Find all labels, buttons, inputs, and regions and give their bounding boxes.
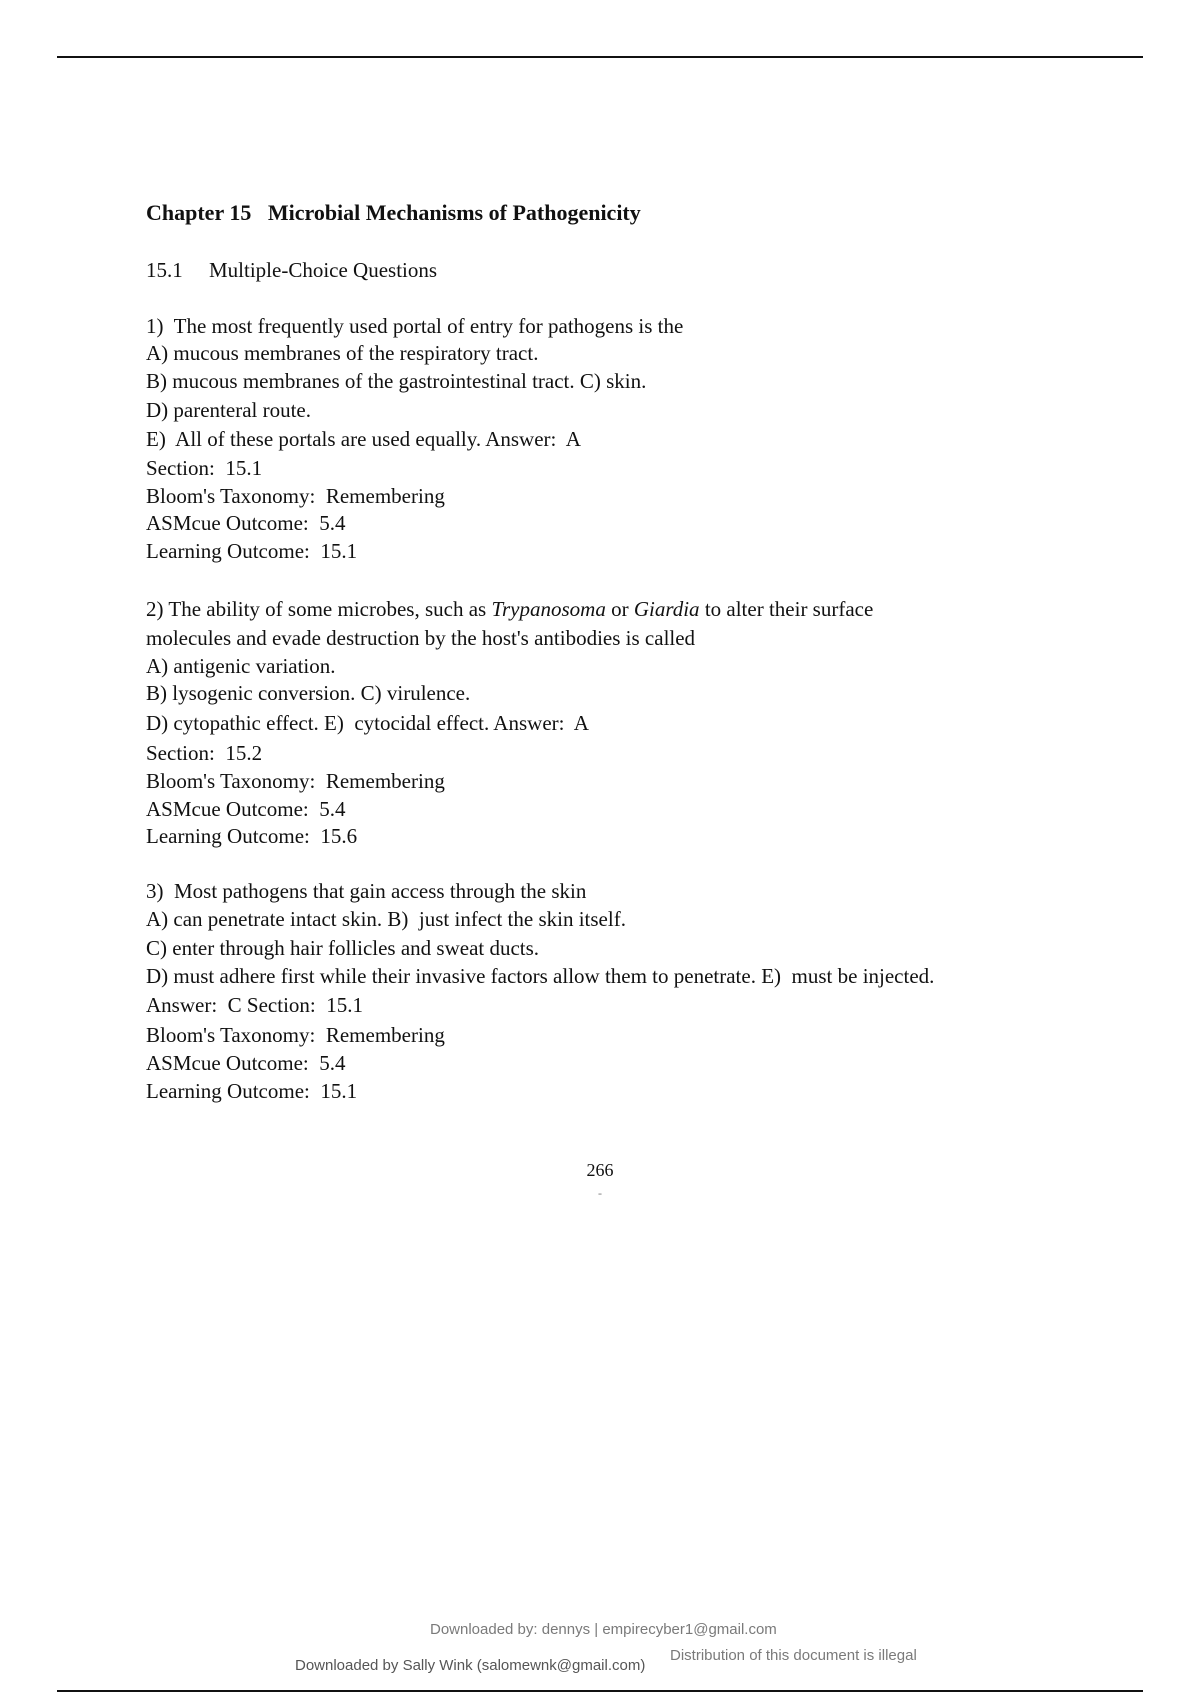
page-mark: - xyxy=(598,1186,602,1200)
download-watermark-1: Downloaded by: dennys | empirecyber1@gmail.com xyxy=(430,1621,777,1638)
section-ref: Section: 15.1 xyxy=(146,456,263,480)
distribution-notice: Distribution of this document is illegal xyxy=(670,1647,917,1664)
learning-outcome: Learning Outcome: 15.1 xyxy=(146,1079,358,1103)
option-d-e: D) must adhere first while their invasive factors allow them to penetrate. E) must be injected. xyxy=(146,964,935,988)
asmcue-outcome: ASMcue Outcome: 5.4 xyxy=(146,1051,346,1075)
stem-text: or xyxy=(605,597,634,621)
stem-text: 2) The ability of some microbes, such as xyxy=(146,597,492,621)
option-b-c: B) mucous membranes of the gastrointestinal tract. C) skin. xyxy=(146,369,647,393)
top-rule xyxy=(57,56,1143,58)
organism-name: Giardia xyxy=(633,597,700,621)
option-b-c: B) lysogenic conversion. C) virulence. xyxy=(146,681,471,705)
option-d-e-answer: D) cytopathic effect. E) cytocidal effect. Answer: A xyxy=(146,711,589,735)
download-watermark-2: Downloaded by Sally Wink (salomewnk@gmail.com) xyxy=(295,1657,646,1674)
chapter-title: Chapter 15 Microbial Mechanisms of Pathogenicity xyxy=(146,200,641,225)
bottom-rule xyxy=(57,1690,1143,1692)
option-c: C) enter through hair follicles and sweat ducts. xyxy=(146,936,540,960)
asmcue-outcome: ASMcue Outcome: 5.4 xyxy=(146,511,346,535)
organism-name: Trypanosoma xyxy=(491,597,606,621)
blooms-taxonomy: Bloom's Taxonomy: Remembering xyxy=(146,769,445,793)
learning-outcome: Learning Outcome: 15.6 xyxy=(146,824,358,848)
question-stem: 3) Most pathogens that gain access through the skin xyxy=(146,879,587,903)
blooms-taxonomy: Bloom's Taxonomy: Remembering xyxy=(146,484,445,508)
section-title: 15.1 Multiple-Choice Questions xyxy=(146,258,438,282)
answer-section: Answer: C Section: 15.1 xyxy=(146,993,363,1017)
question-stem xyxy=(146,597,873,621)
asmcue-outcome: ASMcue Outcome: 5.4 xyxy=(146,797,346,821)
page-number: 266 xyxy=(586,1160,614,1180)
option-d: D) parenteral route. xyxy=(146,398,311,422)
question-stem: 1) The most frequently used portal of entry for pathogens is the xyxy=(146,314,684,338)
option-a: A) mucous membranes of the respiratory tract. xyxy=(146,341,539,365)
learning-outcome: Learning Outcome: 15.1 xyxy=(146,539,358,563)
option-e-answer: E) All of these portals are used equally. Answer: A xyxy=(146,427,581,451)
option-a-b: A) can penetrate intact skin. B) just infect the skin itself. xyxy=(146,907,626,931)
stem-text: to alter their surface xyxy=(699,597,874,621)
option-a: A) antigenic variation. xyxy=(146,654,336,678)
question-stem-continued: molecules and evade destruction by the host's antibodies is called xyxy=(146,626,696,650)
blooms-taxonomy: Bloom's Taxonomy: Remembering xyxy=(146,1023,445,1047)
section-ref: Section: 15.2 xyxy=(146,741,263,765)
